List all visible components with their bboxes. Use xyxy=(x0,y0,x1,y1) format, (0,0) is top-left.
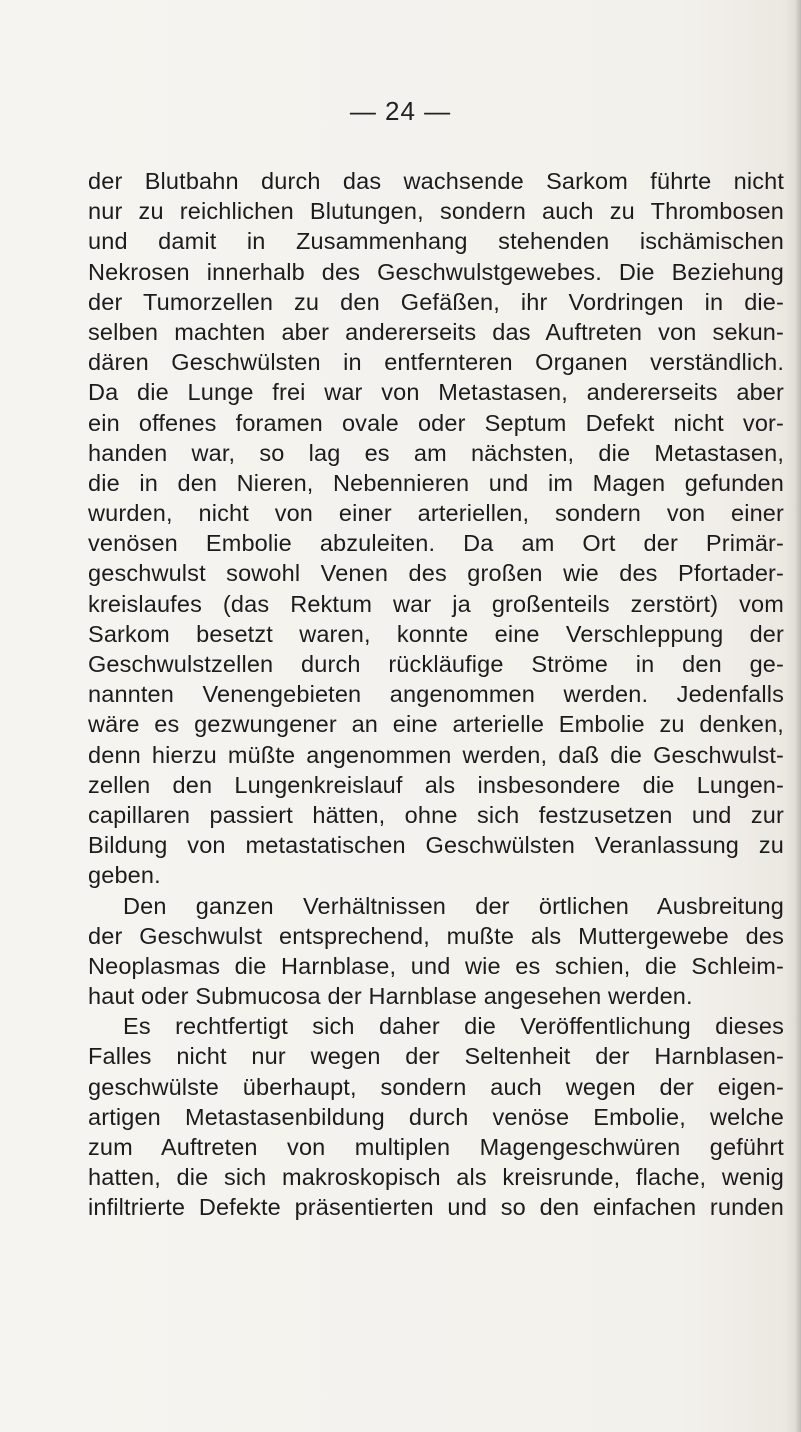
text-line: Es rechtfertigt sich daher die Veröffentlichung dieses xyxy=(123,1013,784,1040)
text-line: und damit in Zusammenhang stehenden ischämischen xyxy=(88,228,784,255)
text-line: Falles nicht nur wegen der Seltenheit der Harnblasen- xyxy=(88,1043,784,1070)
text-line: der Tumorzellen zu den Gefäßen, ihr Vordringen in die- xyxy=(88,288,784,315)
text-line: wurden, nicht von einer arteriellen, sondern von einer xyxy=(88,500,784,527)
text-line: geben. xyxy=(88,862,161,889)
text-line: haut oder Submucosa der Harnblase angesehen werden. xyxy=(88,983,693,1010)
text-line: die in den Nieren, Nebennieren und im Magen gefunden xyxy=(88,469,784,496)
text-line: handen war, so lag es am nächsten, die Metastasen, xyxy=(88,439,784,466)
text-line: geschwulst sowohl Venen des großen wie des Pfortader- xyxy=(88,560,784,587)
text-line: Bildung von metastatischen Geschwülsten Veranlassung zu xyxy=(88,832,784,859)
text-line: wäre es gezwungener an eine arterielle Embolie zu denken, xyxy=(88,711,784,738)
text-line: der Blutbahn durch das wachsende Sarkom führte nicht xyxy=(88,168,784,194)
page-edge-shadow xyxy=(795,0,801,1432)
body-text xyxy=(88,166,784,1223)
text-line: der Geschwulst entsprechend, mußte als Muttergewebe des xyxy=(88,922,784,949)
text-line: denn hierzu müßte angenommen werden, daß die Geschwulst- xyxy=(88,741,784,768)
text-line: kreislaufes (das Rektum war ja großenteils zerstört) vom xyxy=(88,590,784,617)
text-line: nannten Venengebieten angenommen werden. Jedenfalls xyxy=(88,681,784,708)
text-line: Nekrosen innerhalb des Geschwulstgewebes. Die Beziehung xyxy=(88,258,784,285)
text-line: dären Geschwülsten in entfernteren Organen verständlich. xyxy=(88,349,784,376)
text-line: infiltrierte Defekte präsentierten und so den einfachen runden xyxy=(88,1194,784,1221)
text-line: Sarkom besetzt waren, konnte eine Verschleppung der xyxy=(88,620,784,647)
text-line: hatten, die sich makroskopisch als kreisrunde, flache, wenig xyxy=(88,1164,784,1191)
page-number: — 24 — xyxy=(349,96,452,126)
text-line: zum Auftreten von multiplen Magengeschwüren geführt xyxy=(88,1134,784,1160)
text-line: Neoplasmas die Harnblase, und wie es schien, die Schleim- xyxy=(88,952,784,979)
text-line: selben machten aber andererseits das Auftreten von sekun- xyxy=(88,318,784,345)
text-line: nur zu reichlichen Blutungen, sondern auch zu Thrombosen xyxy=(88,198,784,225)
text-line: capillaren passiert hätten, ohne sich festzusetzen und zur xyxy=(88,801,784,828)
text-line: Geschwulstzellen durch rückläufige Ströme in den ge- xyxy=(88,651,784,677)
text-line: artigen Metastasenbildung durch venöse Embolie, welche xyxy=(88,1103,784,1130)
text-line: Da die Lunge frei war von Metastasen, andererseits aber xyxy=(88,379,784,406)
text-line: venösen Embolie abzuleiten. Da am Ort der Primär- xyxy=(88,530,784,557)
text-line: Den ganzen Verhältnissen der örtlichen Ausbreitung xyxy=(123,892,784,919)
text-line: geschwülste überhaupt, sondern auch wegen der eigen- xyxy=(88,1073,784,1100)
text-line: ein offenes foramen ovale oder Septum Defekt nicht vor- xyxy=(88,409,784,436)
text-line: zellen den Lungenkreislauf als insbesondere die Lungen- xyxy=(88,771,784,798)
